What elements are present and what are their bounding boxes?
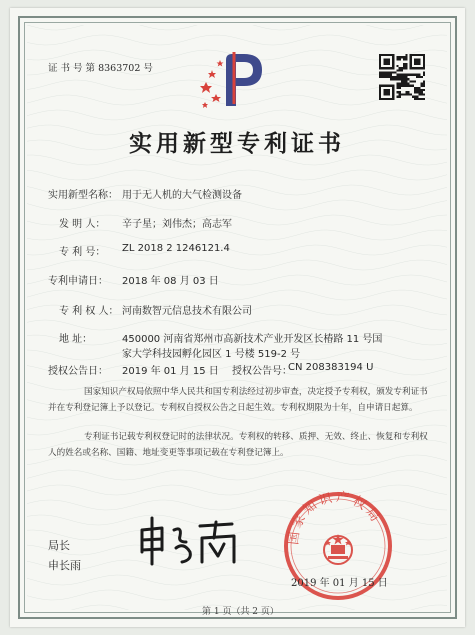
field-value-filing-date: 2018 年 08 月 03 日	[122, 276, 219, 287]
field-label-grant-number: 授权公告号：	[232, 366, 292, 377]
certificate-title: 实用新型专利证书	[129, 130, 345, 157]
handwritten-signature	[134, 512, 252, 568]
sipo-logo	[196, 48, 274, 112]
paragraph-grant-statement: 国家知识产权局依照中华人民共和国专利法经过初步审查，决定授予专利权，颁发专利证书并在专利登记簿上予以登记。专利权自授权公告之日起生效。专利权期限为十年，自申请日起算。	[48, 387, 428, 413]
field-value-patentee: 河南数智元信息技术有限公司	[122, 306, 252, 317]
field-value-address-line1: 450000 河南省郑州市高新技术产业开发区长椿路 11 号国	[122, 334, 383, 345]
signatory-role: 局长	[48, 539, 70, 552]
field-label-patent-number: 专 利 号：	[59, 247, 106, 258]
signatory-name: 申长雨	[48, 559, 81, 572]
field-value-grant-number: CN 208383194 U	[288, 362, 374, 373]
field-label-grant-date: 授权公告日：	[48, 366, 108, 377]
svg-text:国家知识产权局: 国家知识产权局	[286, 490, 385, 546]
field-label-filing-date: 专利申请日：	[48, 276, 108, 287]
field-label-name: 实用新型名称：	[48, 190, 118, 201]
field-value-patent-number: ZL 2018 2 1246121.4	[122, 243, 230, 254]
field-value-address-line2: 家大学科技园孵化园区 1 号楼 519-2 号	[122, 349, 301, 360]
field-value-inventor: 辛子星；刘伟杰；高志军	[122, 219, 232, 230]
field-label-address: 地 址：	[59, 334, 93, 345]
field-value-grant-date: 2019 年 01 月 15 日	[122, 366, 219, 377]
certificate-number: 证 书 号 第 8363702 号	[48, 63, 153, 74]
page-indicator: 第 1 页（共 2 页）	[202, 607, 279, 617]
field-label-inventor: 发 明 人：	[59, 219, 106, 230]
field-value-name: 用于无人机的大气检测设备	[122, 190, 242, 201]
qr-code	[379, 54, 425, 100]
field-label-patentee: 专 利 权 人：	[59, 306, 119, 317]
paragraph-legal-status: 专利证书记载专利权登记时的法律状况。专利权的转移、质押、无效、终止、恢复和专利权人的姓名或名称、国籍、地址变更等事项记载在专利登记簿上。	[48, 432, 428, 458]
seal-date: 2019 年 01 月 15 日	[291, 578, 388, 589]
